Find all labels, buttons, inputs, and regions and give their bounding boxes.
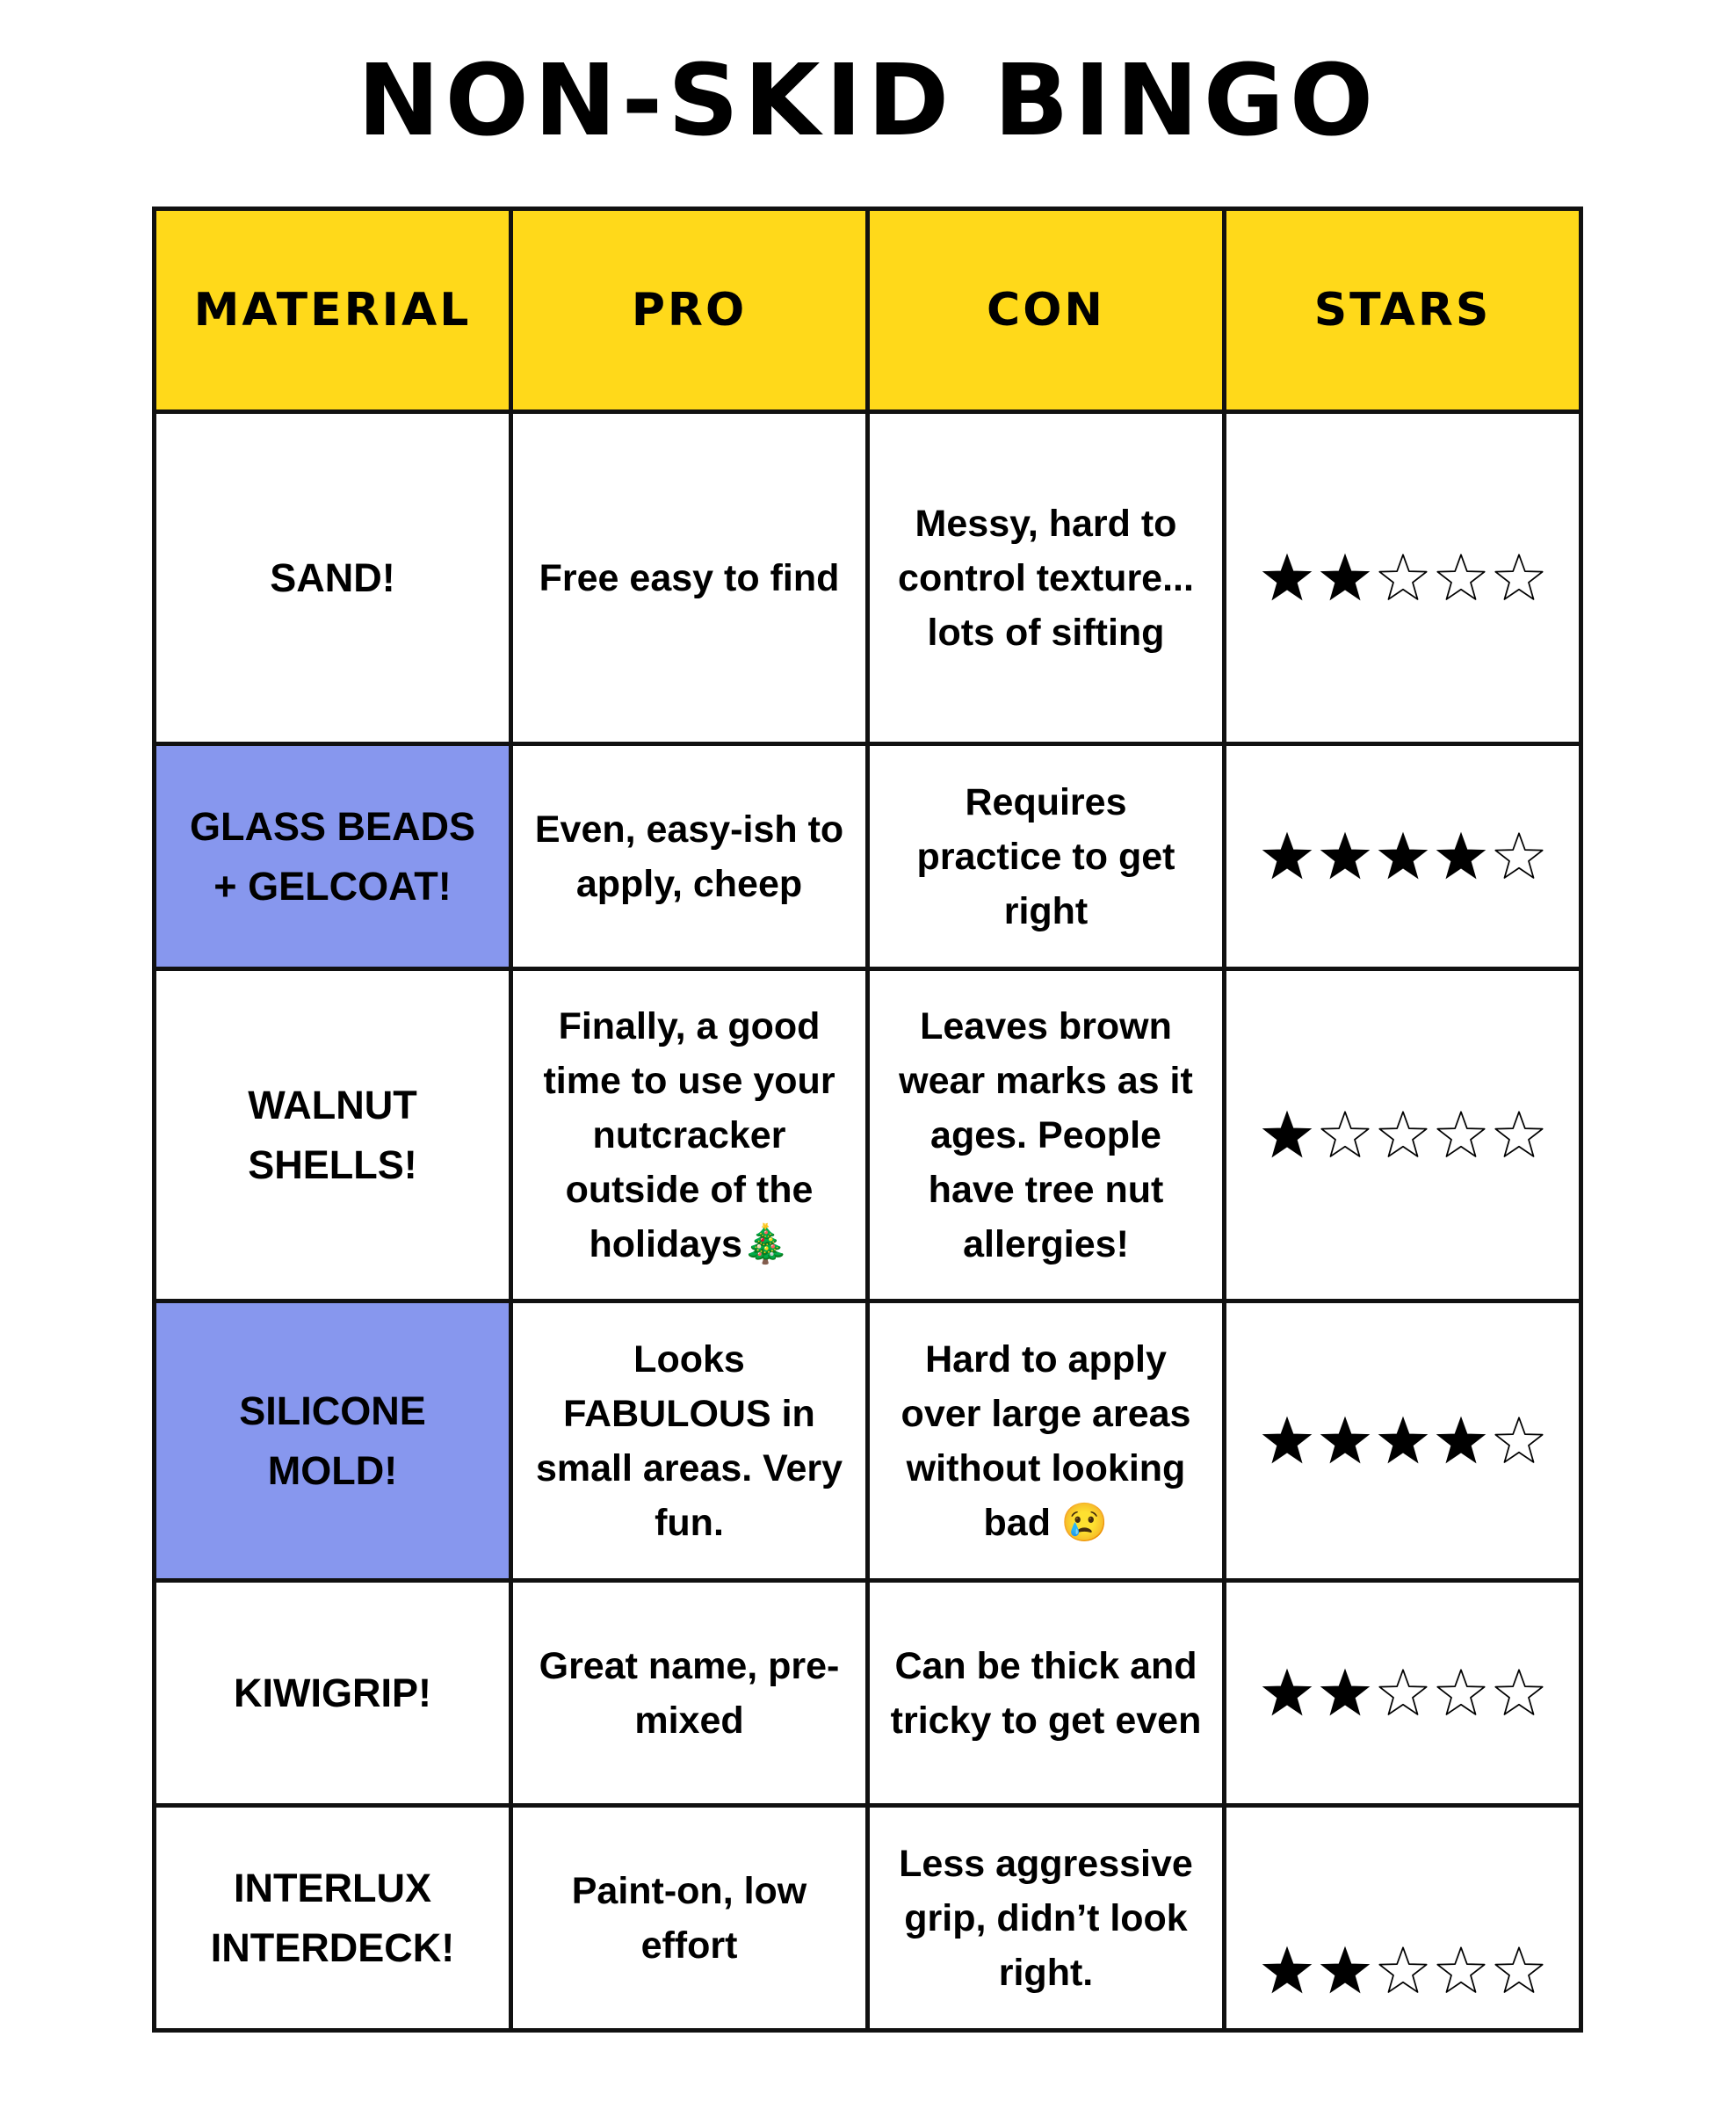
material-cell: SILICONE MOLD!: [155, 1301, 511, 1581]
stars-cell: [1225, 1581, 1581, 1806]
star-rating: [1246, 1110, 1559, 1161]
table-row: [155, 969, 1581, 1301]
star-filled-icon: [1320, 1946, 1371, 1997]
star-empty-icon: [1436, 1946, 1486, 1997]
header-material: MATERIAL: [155, 209, 511, 412]
table-row: [155, 412, 1581, 744]
star-empty-icon: [1378, 1946, 1429, 1997]
page-title: NON-SKID BINGO: [357, 44, 1379, 158]
star-empty-icon: [1378, 1668, 1429, 1719]
header-stars: STARS: [1225, 209, 1581, 412]
table-row: [155, 1806, 1581, 2031]
star-empty-icon: [1494, 553, 1544, 604]
table-row: [155, 1301, 1581, 1581]
star-filled-icon: [1262, 831, 1313, 882]
con-cell: Leaves brown wear marks as it ages. People have tree nut allergies!: [868, 969, 1225, 1301]
star-filled-icon: [1436, 1416, 1486, 1467]
star-filled-icon: [1320, 1416, 1371, 1467]
material-cell: GLASS BEADS + GELCOAT!: [155, 744, 511, 969]
stars-cell: [1225, 744, 1581, 969]
material-cell: WALNUT SHELLS!: [155, 969, 511, 1301]
star-empty-icon: [1494, 831, 1544, 882]
header-pro: PRO: [511, 209, 868, 412]
star-rating: [1246, 831, 1559, 882]
star-filled-icon: [1320, 831, 1371, 882]
star-filled-icon: [1262, 1668, 1313, 1719]
star-empty-icon: [1494, 1110, 1544, 1161]
star-filled-icon: [1378, 831, 1429, 882]
stars-cell: [1225, 412, 1581, 744]
table-row: [155, 744, 1581, 969]
pro-cell: Even, easy-ish to apply, cheep: [511, 744, 868, 969]
star-filled-icon: [1262, 1946, 1313, 1997]
star-empty-icon: [1494, 1946, 1544, 1997]
star-filled-icon: [1436, 831, 1486, 882]
con-cell: Messy, hard to control texture... lots of sifting: [868, 412, 1225, 744]
pro-cell: Great name, pre-mixed: [511, 1581, 868, 1806]
star-empty-icon: [1320, 1110, 1371, 1161]
material-cell: INTERLUX INTERDECK!: [155, 1806, 511, 2031]
material-cell: SAND!: [155, 412, 511, 744]
star-filled-icon: [1320, 1668, 1371, 1719]
star-filled-icon: [1262, 1110, 1313, 1161]
star-rating: [1246, 1840, 1559, 1997]
pro-cell: Paint-on, low effort: [511, 1806, 868, 2031]
table-row: [155, 1581, 1581, 1806]
stars-cell: [1225, 969, 1581, 1301]
pro-cell: Finally, a good time to use your nutcracker outside of the holidays🎄: [511, 969, 868, 1301]
bingo-table: [152, 207, 1583, 2033]
con-cell: Requires practice to get right: [868, 744, 1225, 969]
star-rating: [1246, 1668, 1559, 1719]
con-cell: Hard to apply over large areas without looking bad 😢: [868, 1301, 1225, 1581]
header-con: CON: [868, 209, 1225, 412]
star-empty-icon: [1436, 1668, 1486, 1719]
star-filled-icon: [1378, 1416, 1429, 1467]
star-empty-icon: [1436, 1110, 1486, 1161]
star-filled-icon: [1320, 553, 1371, 604]
star-rating: [1246, 553, 1559, 604]
stars-cell: [1225, 1806, 1581, 2031]
star-empty-icon: [1378, 1110, 1429, 1161]
star-empty-icon: [1378, 553, 1429, 604]
stars-cell: [1225, 1301, 1581, 1581]
material-cell: KIWIGRIP!: [155, 1581, 511, 1806]
star-empty-icon: [1436, 553, 1486, 604]
con-cell: Less aggressive grip, didn’t look right.: [868, 1806, 1225, 2031]
pro-cell: Looks FABULOUS in small areas. Very fun.: [511, 1301, 868, 1581]
star-empty-icon: [1494, 1416, 1544, 1467]
star-filled-icon: [1262, 553, 1313, 604]
header-row: [155, 209, 1581, 412]
star-empty-icon: [1494, 1668, 1544, 1719]
con-cell: Can be thick and tricky to get even: [868, 1581, 1225, 1806]
star-filled-icon: [1262, 1416, 1313, 1467]
star-rating: [1246, 1416, 1559, 1467]
pro-cell: Free easy to find: [511, 412, 868, 744]
